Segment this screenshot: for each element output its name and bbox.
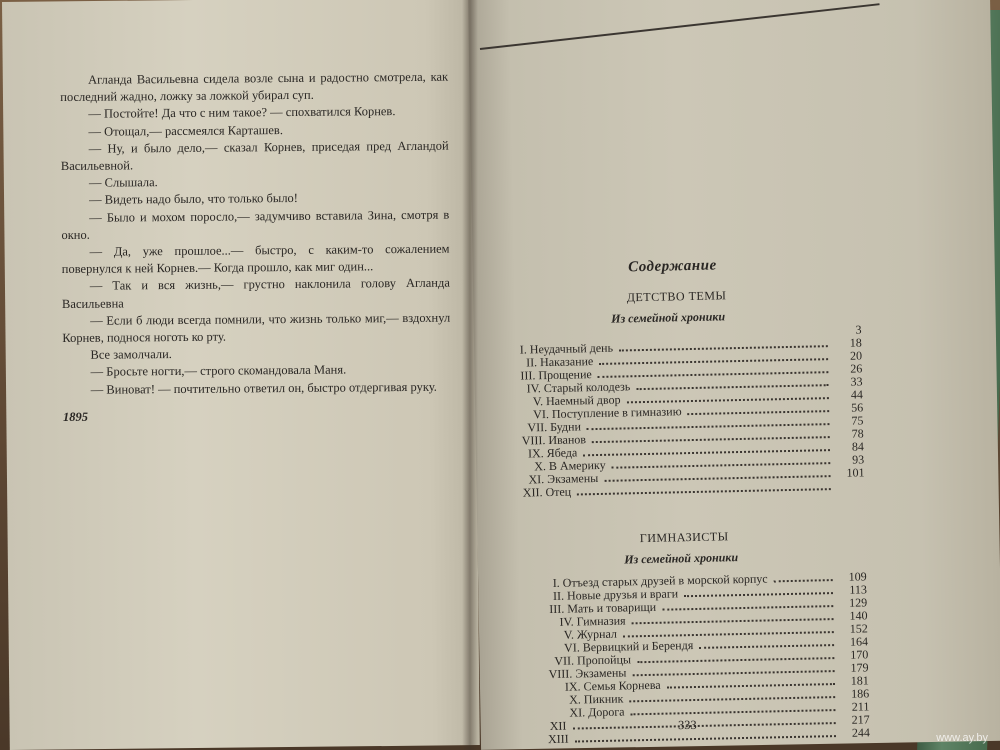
toc-entry-page: 75 bbox=[851, 413, 864, 428]
toc-entry-page: 26 bbox=[850, 361, 863, 376]
toc-entry-label: III. Прощение bbox=[520, 366, 592, 383]
toc-entry-page: 56 bbox=[850, 400, 864, 415]
toc-entry-page bbox=[837, 489, 865, 490]
toc-entry-label: VIII. Иванов bbox=[521, 431, 587, 448]
toc-entry-label: IV. Гимназия bbox=[559, 613, 626, 629]
toc-entry-label: IX. Семья Корнева bbox=[564, 677, 661, 694]
watermark: www.ay.by bbox=[936, 732, 988, 744]
toc-entry-page: 152 bbox=[849, 620, 868, 636]
toc-entry-page: 179 bbox=[850, 659, 869, 675]
book-gutter bbox=[462, 0, 478, 750]
toc-entry-page: 186 bbox=[850, 685, 870, 701]
dot-leader bbox=[688, 410, 830, 415]
toc-entry-label: II. Наказание bbox=[525, 353, 594, 370]
toc-entry-page: 93 bbox=[852, 452, 865, 467]
paragraph: — Да, уже прошлое...— быстро, с каким-то сожалением повернулся к ней Корнев.— Когда прошло, как миг один... bbox=[61, 241, 450, 277]
paragraph: — Так и вся жизнь,— грустно наклонила голову Агланда Васильевна bbox=[61, 276, 450, 311]
paragraph: — Было и мохом поросло,— задумчиво вставила Зина, смотря в окно. bbox=[61, 207, 450, 242]
toc-entry-label: VII. Пропойцы bbox=[554, 651, 632, 668]
paragraph: — Постойте! Да что с ним такое? — спохватился Корнев. bbox=[88, 104, 396, 122]
section-heading: ДЕТСТВО ТЕМЫ bbox=[626, 288, 727, 305]
toc-entry-label: XI. Экзамены bbox=[528, 470, 599, 487]
toc-entry-page: 109 bbox=[848, 568, 867, 584]
toc-entry-page: 44 bbox=[850, 387, 863, 402]
toc-page: 3 bbox=[855, 322, 862, 337]
table-of-contents bbox=[500, 254, 870, 746]
page-number: 333 bbox=[677, 717, 697, 733]
dot-leader bbox=[699, 644, 834, 649]
toc-entry-label: XII bbox=[549, 718, 567, 733]
toc-entry-label: I. Неудачный день bbox=[519, 340, 614, 357]
toc-entry-page: 244 bbox=[851, 724, 871, 740]
toc-entry-page: 211 bbox=[851, 698, 870, 714]
paragraph: — Отощал,— рассмеялся Карташев. bbox=[88, 122, 283, 139]
toc-entry-label: X. В Америку bbox=[534, 457, 606, 473]
toc-entry-label: VIII. Экзамены bbox=[548, 665, 627, 681]
toc-entry-page: 18 bbox=[849, 335, 862, 350]
toc-entry-label: III. Мать и товарищи bbox=[549, 599, 657, 616]
toc-entry-label: XI. Дорога bbox=[569, 704, 625, 720]
toc-entry-page: 129 bbox=[849, 594, 868, 610]
left-page-text bbox=[60, 69, 451, 426]
toc-entry-label: I. Отъезд старых друзей в морской корпус bbox=[552, 571, 768, 590]
toc-entry-page: 181 bbox=[850, 672, 869, 688]
toc-entry-label: XIII bbox=[547, 731, 569, 746]
paragraph: Все замолчали. bbox=[90, 347, 172, 362]
toc-entry-label: IV. Старый колодезь bbox=[526, 378, 631, 396]
toc-entry-label: XII. Отец bbox=[522, 484, 572, 500]
toc-entry-label: VI. Вервицкий и Берендя bbox=[563, 637, 694, 655]
toc-entry-page: 170 bbox=[850, 646, 869, 662]
toc-entry-page: 140 bbox=[849, 607, 868, 623]
toc-entry-label: II. Новые друзья и враги bbox=[552, 585, 679, 603]
toc-entry-label: V. Журнал bbox=[563, 626, 618, 642]
toc-entry-page: 20 bbox=[849, 348, 863, 363]
toc-entry-page: 101 bbox=[846, 465, 865, 480]
chapter-date: 1895 bbox=[62, 409, 89, 424]
section-subheading: Из семейной хроники bbox=[624, 549, 739, 567]
paragraph: — Если б люди всегда помнили, что жизнь только миг,— вздохнул Корнев, поднося ноготь ко рту. bbox=[62, 310, 451, 346]
toc-entry-label: VI. Поступление в гимназию bbox=[533, 403, 682, 421]
toc-entry-label: X. Пикник bbox=[569, 691, 624, 707]
toc-entry-page: 113 bbox=[849, 581, 868, 597]
dot-leader bbox=[684, 592, 833, 597]
toc-entry-label: VII. Будни bbox=[527, 418, 582, 435]
paragraph: — Виноват! — почтительно ответил он, быстро отдергивая руку. bbox=[90, 379, 437, 397]
toc-entry-label: IX. Ябеда bbox=[527, 445, 578, 461]
toc-entry-page: 84 bbox=[851, 439, 865, 454]
section-heading: ГИМНАЗИСТЫ bbox=[639, 528, 729, 545]
toc-title: Содержание bbox=[627, 257, 717, 276]
toc-entry-page: 33 bbox=[850, 374, 863, 389]
toc-entry-label: V. Наемный двор bbox=[532, 392, 621, 408]
dot-leader bbox=[774, 579, 833, 582]
paragraph: — Видеть надо было, что только было! bbox=[89, 191, 299, 208]
paragraph: — Бросьте ногти,— строго скомандовала Маня. bbox=[90, 362, 347, 380]
paragraph: — Ну, и было дело,— сказал Корнев, приседая пред Агландой Васильевной. bbox=[60, 138, 449, 174]
section-subheading: Из семейной хроники bbox=[611, 309, 726, 326]
toc-entry-page: 78 bbox=[851, 426, 864, 441]
paragraph: Агланда Васильевна сидела возле сына и радостно смотрела, как последний жадно, ложку за ложкой убирал суп. bbox=[60, 69, 449, 105]
toc-entry-page: 164 bbox=[849, 633, 869, 649]
paragraph: — Слышала. bbox=[88, 175, 158, 190]
toc-entry-page: 217 bbox=[851, 711, 870, 727]
